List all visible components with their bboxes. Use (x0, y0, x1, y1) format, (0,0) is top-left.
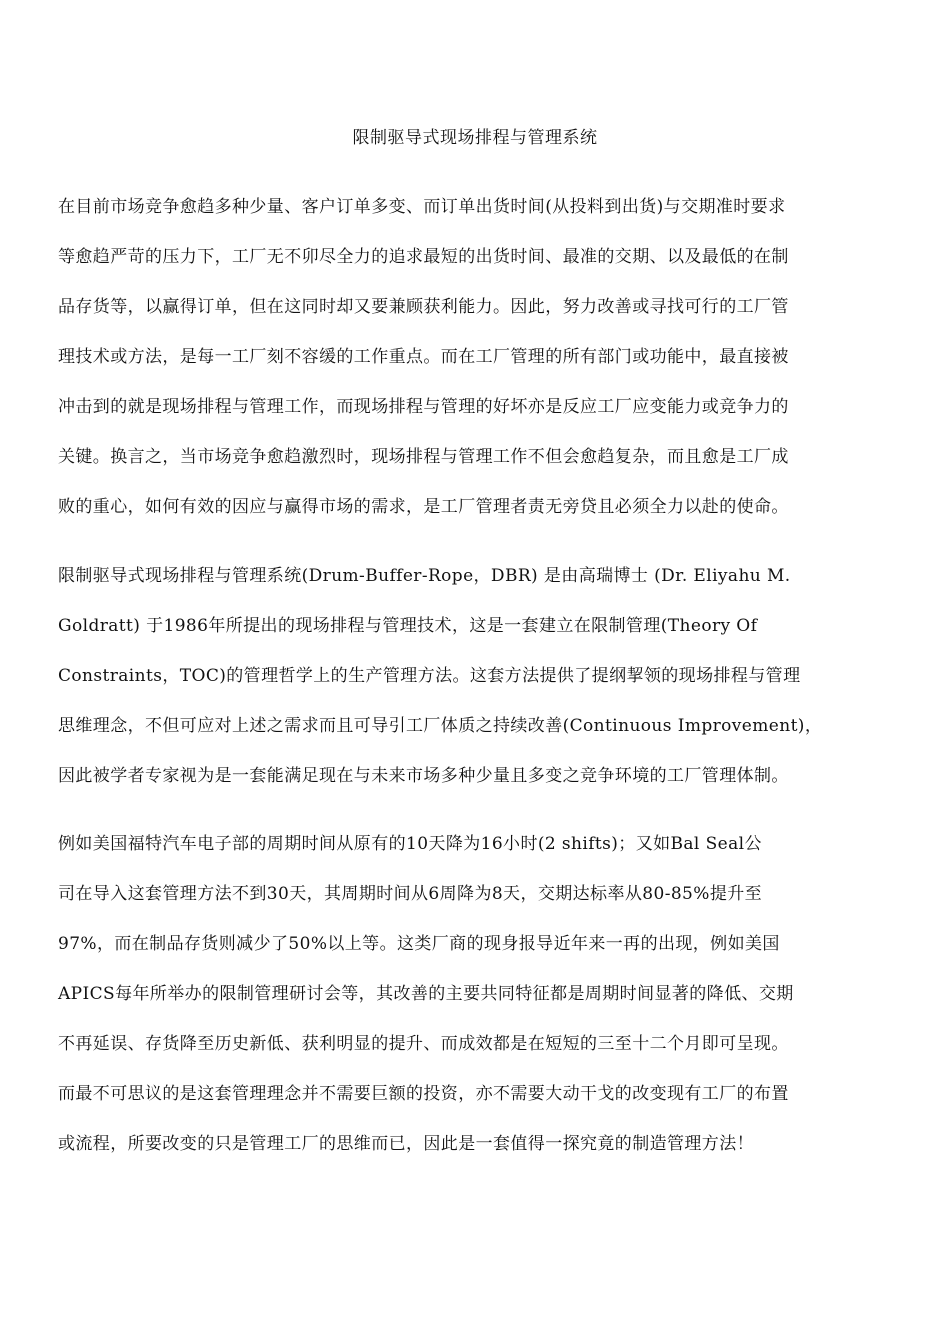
paragraph-line: 而最不可思议的是这套管理理念并不需要巨额的投资，亦不需要大动干戈的改变现有工厂的布置 (58, 1084, 789, 1104)
paragraph-line: 在目前市场竞争愈趋多种少量、客户订单多变、而订单出货时间(从投料到出货)与交期准时要求 (58, 197, 786, 217)
paragraph-line: Constraints，TOC)的管理哲学上的生产管理方法。这套方法提供了提纲挈领的现场排程与管理 (58, 666, 801, 686)
paragraph-line: 思维理念，不但可应对上述之需求而且可导引工厂体质之持续改善(Continuous Improvement)， (58, 716, 823, 736)
paragraph-line: 因此被学者专家视为是一套能满足现在与未来市场多种少量且多变之竞争环境的工厂管理体制。 (58, 766, 789, 786)
paragraph-line: 97%，而在制品存货则减少了50%以上等。这类厂商的现身报导近年来一再的出现，例如美国 (58, 934, 780, 954)
paragraph-case-examples (58, 819, 870, 1169)
paragraph-line: 不再延误、存货降至历史新低、获利明显的提升、而成效都是在短短的三至十二个月即可呈现。 (58, 1034, 789, 1054)
paragraph-line: 司在导入这套管理方法不到30天，其周期时间从6周降为8天，交期达标率从80-85%提升至 (58, 884, 763, 904)
document-title: 限制驱导式现场排程与管理系统 (352, 128, 598, 148)
paragraph-line: 例如美国福特汽车电子部的周期时间从原有的10天降为16小时(2 shifts)；又如Bal Seal公 (58, 834, 762, 854)
paragraph-line: 限制驱导式现场排程与管理系统(Drum-Buffer-Rope，DBR) 是由高瑞博士 (Dr. Eliyahu M. (58, 566, 791, 586)
paragraph-dbr-introduction (58, 551, 870, 801)
paragraph-line: 等愈趋严苛的压力下，工厂无不卯尽全力的追求最短的出货时间、最准的交期、以及最低的在制 (58, 247, 789, 267)
paragraph-market-competition (58, 182, 870, 532)
paragraph-line: 理技术或方法，是每一工厂刻不容缓的工作重点。而在工厂管理的所有部门或功能中，最直接被 (58, 347, 789, 367)
paragraph-line: 关键。换言之，当市场竞争愈趋激烈时，现场排程与管理工作不但会愈趋复杂，而且愈是工厂成 (58, 447, 789, 467)
paragraph-line: 冲击到的就是现场排程与管理工作，而现场排程与管理的好坏亦是反应工厂应变能力或竞争力的 (58, 397, 789, 417)
paragraph-line: APICS每年所举办的限制管理研讨会等，其改善的主要共同特征都是周期时间显著的降低、交期 (58, 984, 794, 1004)
paragraph-line: 品存货等，以赢得订单，但在这同时却又要兼顾获利能力。因此，努力改善或寻找可行的工厂管 (58, 297, 789, 317)
paragraph-line: 败的重心，如何有效的因应与赢得市场的需求，是工厂管理者责无旁贷且必须全力以赴的使命。 (58, 497, 789, 517)
paragraph-line: 或流程，所要改变的只是管理工厂的思维而已，因此是一套值得一探究竟的制造管理方法！ (58, 1134, 754, 1154)
paragraph-line: Goldratt) 于1986年所提出的现场排程与管理技术，这是一套建立在限制管理(Theory Of (58, 616, 758, 636)
